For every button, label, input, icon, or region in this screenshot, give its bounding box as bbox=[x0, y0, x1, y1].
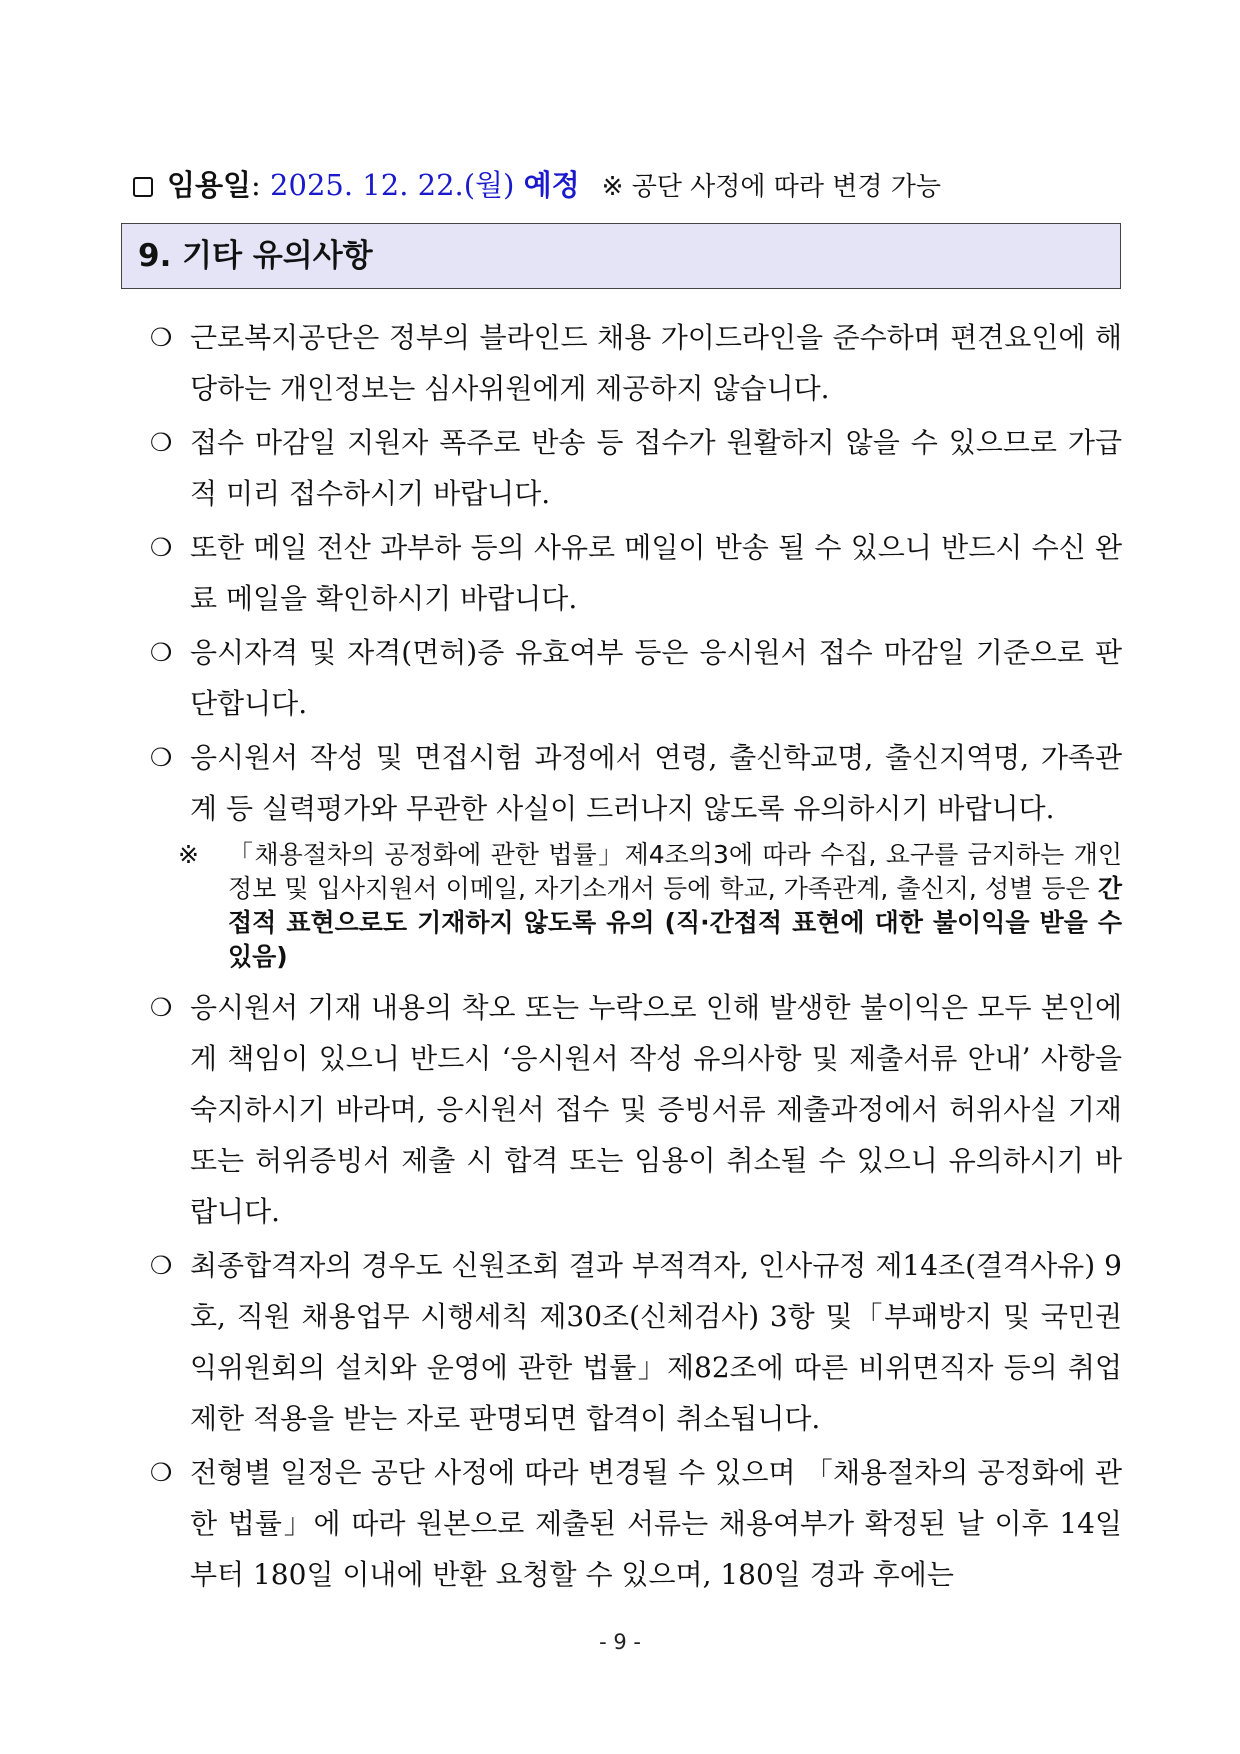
circle-bullet-icon: ❍ bbox=[150, 743, 173, 772]
list-item bbox=[150, 732, 1122, 834]
list-item-text: 근로복지공단은 정부의 블라인드 채용 가이드라인을 준수하며 편견요인에 해당하는 개인정보는 심사위원에게 제공하지 않습니다. bbox=[190, 321, 1122, 405]
appointment-scheduled: 예정 bbox=[523, 168, 580, 202]
list-item bbox=[150, 312, 1122, 414]
subnote-bold-text: 간접적 표현으로도 기재하지 않도록 유의 (직·간접적 표현에 대한 불이익을 받을 수 있음) bbox=[228, 874, 1122, 971]
list-item bbox=[150, 627, 1122, 729]
appointment-note: ※ 공단 사정에 따라 변경 가능 bbox=[601, 172, 942, 202]
checkbox-square-icon bbox=[133, 177, 153, 197]
section-heading bbox=[121, 223, 1121, 289]
page-number: - 9 - bbox=[599, 1630, 641, 1654]
subnote-text: 「채용절차의 공정화에 관한 법률」제4조의3에 따라 수집, 요구를 금지하는 개인정보 및 입사지원서 이메일, 자기소개서 등에 학교, 가족관계, 출신지, 성별 등은 bbox=[228, 840, 1122, 903]
section-title: 9. 기타 유의사항 bbox=[138, 238, 373, 274]
list-item bbox=[150, 1447, 1122, 1600]
appointment-date-line bbox=[133, 163, 1113, 209]
list-item-text: 접수 마감일 지원자 폭주로 반송 등 접수가 원활하지 않을 수 있으므로 가급적 미리 접수하시기 바랍니다. bbox=[190, 426, 1122, 510]
reference-mark-icon: ※ bbox=[178, 840, 199, 869]
list-item bbox=[150, 1240, 1122, 1444]
list-item bbox=[150, 522, 1122, 624]
list-item-text: 응시자격 및 자격(면허)증 유효여부 등은 응시원서 접수 마감일 기준으로 판단합니다. bbox=[190, 636, 1122, 720]
circle-bullet-icon: ❍ bbox=[150, 1458, 173, 1487]
list-item-text: 응시원서 기재 내용의 착오 또는 누락으로 인해 발생한 불이익은 모두 본인에게 책임이 있으니 반드시 ‘응시원서 작성 유의사항 및 제출서류 안내’ 사항을 숙지하시기 바라며, 응시원서 접수 및 증빙서류 제출과정에서 허위사실 기재 또는 허위증빙서 제출 시 합격 또는 임용이 취소될 수 있으니 유의하시기 바랍니다. bbox=[190, 991, 1122, 1228]
notice-list bbox=[150, 312, 1122, 1603]
appointment-label: 임용일 bbox=[167, 168, 252, 202]
appointment-colon: : bbox=[251, 168, 271, 202]
circle-bullet-icon: ❍ bbox=[150, 1251, 173, 1280]
list-item bbox=[150, 417, 1122, 519]
circle-bullet-icon: ❍ bbox=[150, 638, 173, 667]
list-item-text: 최종합격자의 경우도 신원조회 결과 부적격자, 인사규정 제14조(결격사유) 9호, 직원 채용업무 시행세칙 제30조(신체검사) 3항 및「부패방지 및 국민권익위원회의 설치와 운영에 관한 법률」제82조에 따른 비위면직자 등의 취업제한 적용을 받는 자로 판명되면 합격이 취소됩니다. bbox=[190, 1249, 1122, 1435]
list-item-text: 응시원서 작성 및 면접시험 과정에서 연령, 출신학교명, 출신지역명, 가족관계 등 실력평가와 무관한 사실이 드러나지 않도록 유의하시기 바랍니다. bbox=[190, 741, 1122, 825]
circle-bullet-icon: ❍ bbox=[150, 323, 173, 352]
list-item-text: 전형별 일정은 공단 사정에 따라 변경될 수 있으며 「채용절차의 공정화에 관한 법률」에 따라 원본으로 제출된 서류는 채용여부가 확정된 날 이후 14일부터 180일 이내에 반환 요청할 수 있으며, 180일 경과 후에는 bbox=[190, 1456, 1122, 1591]
list-item bbox=[150, 982, 1122, 1237]
legal-subnote bbox=[178, 838, 1122, 974]
circle-bullet-icon: ❍ bbox=[150, 993, 173, 1022]
appointment-date: 2025. 12. 22.(월) bbox=[270, 168, 515, 202]
list-item-text: 또한 메일 전산 과부하 등의 사유로 메일이 반송 될 수 있으니 반드시 수신 완료 메일을 확인하시기 바랍니다. bbox=[190, 531, 1122, 615]
circle-bullet-icon: ❍ bbox=[150, 533, 173, 562]
circle-bullet-icon: ❍ bbox=[150, 428, 173, 457]
